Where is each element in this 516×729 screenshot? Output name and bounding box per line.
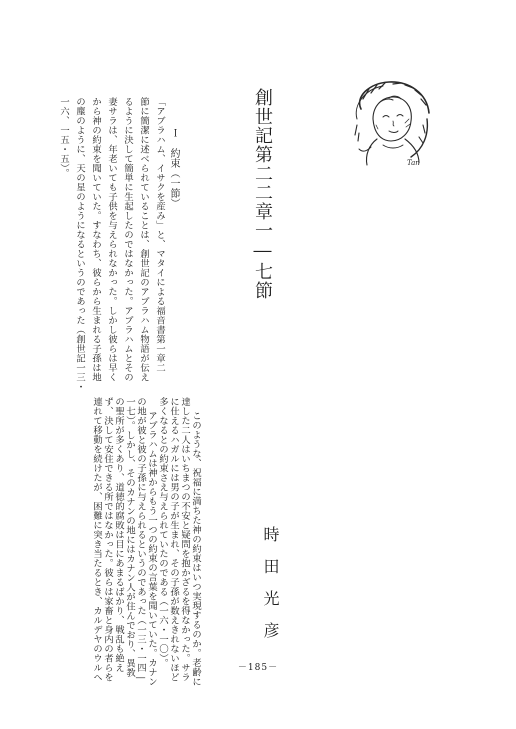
text-line: から神の約束を聞いていた。すなわち、彼らから生まれる子孫は地 <box>90 97 101 382</box>
text-line: の聖所が多くあり、道徳的腐敗は目にあまるばかり、戦乱も絶え <box>113 397 124 673</box>
text-line: の塵のように、天の星のようになるというのであった（創世記一三・ <box>74 97 85 392</box>
page-number: －185－ <box>237 663 279 673</box>
text-line: ず、決して安住できる所ではなかった。彼らは家畜と身内の者らを <box>102 397 113 682</box>
text-line: 「アブラハム、イサクを産み」と、マタイによる福音書第一章二 <box>154 97 165 373</box>
text-line: に仕えるハガルには男の子が生まれ、その子孫が数えきれないほど <box>168 397 179 682</box>
text-line: アブラハムは神からもう一つの約束の言葉を聞いていた。カナン <box>146 411 157 687</box>
section-heading: Ｉ 約束（一節） <box>168 128 179 208</box>
text-line: 一六、一五・五）。 <box>58 97 69 178</box>
baby-portrait-illustration <box>349 79 433 169</box>
intro-paragraph <box>50 97 165 392</box>
text-line: 節に簡潔に述べられていることは、創世記のアブラハム物語が伝え <box>138 97 149 382</box>
author-name: 時田光彦 <box>261 526 280 654</box>
text-line: 連れて移動を続けたが、困難に突き当たるとき、カルデヤのウルへ <box>91 397 102 682</box>
text-line: 妻サラは、年老いても子供を与えられなかった。しかし彼らは早く <box>106 97 117 382</box>
text-line: るように決して簡単に生起したのではなかった。アブラハムとその <box>122 97 133 382</box>
text-line: の地が彼と彼の子孫に与えられるというのであった（一三・一四― <box>135 397 146 684</box>
article-title: 創世記第二二章一―七節 <box>252 88 273 300</box>
text-line: 達した二人はいちまつの不安と疑問を抱かざるを得なかった。サラ <box>179 397 190 682</box>
text-line: 一七）。しかし、そのカナンの地にはカナン人が住んでおり、異教 <box>124 397 135 678</box>
illustration-signature: Tan <box>407 159 420 167</box>
text-line: 多くなるとの約束さえ与えられていたのである（一六・一〇）。 <box>157 397 168 668</box>
body-paragraph <box>88 397 201 687</box>
text-line: このような、祝福に満ちた神の約束はいつ実現するのか。老齢に <box>190 411 201 687</box>
